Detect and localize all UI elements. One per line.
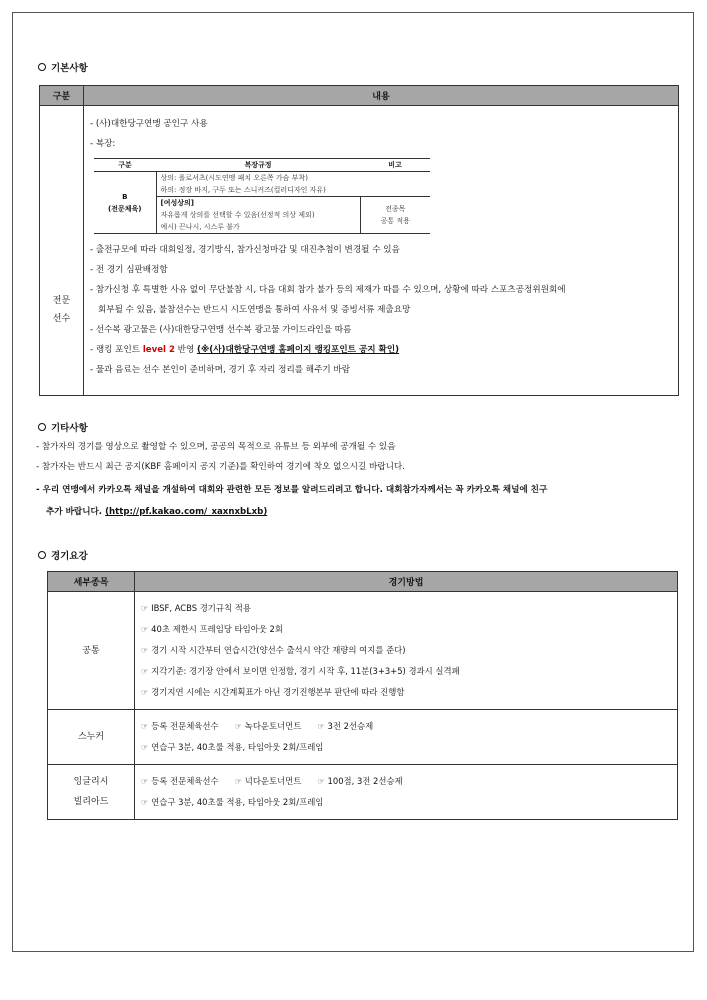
etc-line-4-text: 추가 바랍니다. <box>46 507 106 517</box>
common-item-text: 경기지연 시에는 시간계획표가 아닌 경기진행본부 판단에 따라 진행함 <box>151 687 405 697</box>
english-line-1 <box>141 771 671 792</box>
section-title-basic-text: 기본사항 <box>51 63 88 74</box>
hand-pointer-icon: ☞ <box>317 722 325 731</box>
game-header-method: 경기방법 <box>135 572 678 592</box>
hand-pointer-icon: ☞ <box>141 688 149 697</box>
english-name-line2: 빌리아드 <box>73 797 109 807</box>
dress-note-line2: 공통 적용 <box>380 217 410 225</box>
dress-code-table <box>94 158 430 234</box>
game-table <box>47 571 678 820</box>
event-english-billiards <box>48 765 135 820</box>
circle-bullet-icon <box>38 551 46 559</box>
basic-item-4: - 선수복 광고물은 (사)대한당구연맹 선수복 광고물 가이드라인을 따름 <box>90 325 352 335</box>
basic-last-item: - 물과 음료는 선수 본인이 준비하며, 경기 후 자리 정리를 해주기 바람 <box>90 365 351 375</box>
common-item-text: 경기 시작 시간부터 연습시간(양선수 출석시 약간 재량의 여지를 준다) <box>151 645 406 655</box>
dress-rule-4: 자유롭게 상의를 선택할 수 있음(선정적 의상 제외) <box>160 211 315 219</box>
basic-table <box>39 85 679 396</box>
hand-pointer-icon: ☞ <box>234 777 242 786</box>
basic-line-1: - 복장: <box>90 139 116 149</box>
basic-content-cell <box>84 106 679 396</box>
ranking-level: level 2 <box>142 345 175 355</box>
common-item-text: IBSF, ACBS 경기규칙 적용 <box>151 603 251 613</box>
dress-rule-1: 상의: 폴로셔츠(시도연맹 패치 오른쪽 가슴 부착) <box>160 174 308 182</box>
common-item <box>141 640 671 661</box>
section-title-etc <box>38 420 88 434</box>
dress-note-empty-2 <box>360 184 430 197</box>
hand-pointer-icon: ☞ <box>234 722 242 731</box>
snooker-format: 녹다운토너먼트 <box>244 721 302 731</box>
section-title-etc-text: 기타사항 <box>51 423 88 434</box>
snooker-line-2 <box>141 737 671 758</box>
snooker-practice: 연습구 3분, 40초룰 적용, 타임아웃 2회/프레임 <box>151 742 324 752</box>
dress-rule-3: [여성상의] <box>156 197 360 210</box>
dress-header-rule: 복장규정 <box>156 159 360 172</box>
dress-note-empty-1 <box>360 172 430 185</box>
dress-rule-2: 하의: 정장 바지, 구두 또는 스니커즈(컬러디자인 자유) <box>160 186 326 194</box>
dress-group-line2: (전문체육) <box>108 204 142 213</box>
dress-note-line1: 전종목 <box>385 205 406 213</box>
snooker-line-1 <box>141 716 671 737</box>
common-item-text: 지각기준: 경기장 안에서 보이면 인정함, 경기 시작 후, 11분(3+3+5) 경과시 실격패 <box>151 666 460 676</box>
hand-pointer-icon: ☞ <box>317 777 325 786</box>
basic-item-1: - 전 경기 심판배정함 <box>90 265 168 275</box>
etc-line-2: - 참가자는 반드시 최근 공지(KBF 홈페이지 공지 기준)를 확인하여 경기에 착오 없으시길 바랍니다. <box>36 462 405 472</box>
english-name-line1: 잉글리시 <box>73 777 109 787</box>
event-common: 공통 <box>48 592 135 710</box>
dress-header-category: 구분 <box>94 159 156 172</box>
english-methods <box>135 765 678 820</box>
ranking-line <box>90 340 672 360</box>
game-header-event: 세부종목 <box>48 572 135 592</box>
common-methods <box>135 592 678 710</box>
english-line-2 <box>141 792 671 813</box>
hand-pointer-icon: ☞ <box>141 646 149 655</box>
basic-header-content: 내용 <box>84 86 679 106</box>
hand-pointer-icon: ☞ <box>141 625 149 634</box>
etc-line-3: - 우리 연맹에서 카카오톡 채널을 개설하여 대회와 관련한 모든 정보를 알려드리려고 합니다. 대회참가자께서는 꼭 카카오톡 채널에 친구 <box>36 485 548 495</box>
circle-bullet-icon <box>38 423 46 431</box>
common-item <box>141 619 671 640</box>
dress-rule-5: 예시) 끈나시, 시스루 불가 <box>156 221 360 234</box>
hand-pointer-icon: ☞ <box>141 777 149 786</box>
dress-note-cell <box>360 197 430 234</box>
basic-category-cell <box>40 106 84 396</box>
snooker-eligibility: 등록 전문체육선수 <box>151 721 219 731</box>
category-line2: 선수 <box>52 313 71 324</box>
basic-item-2: - 참가신청 후 특별한 사유 없이 무단불참 시, 다음 대회 참가 불가 등의 제재가 따를 수 있으며, 상황에 따라 스포츠공정위원회에 <box>90 285 566 295</box>
hand-pointer-icon: ☞ <box>141 722 149 731</box>
snooker-methods <box>135 710 678 765</box>
circle-bullet-icon <box>38 63 46 71</box>
basic-item-3: 회부될 수 있음, 불참선수는 반드시 시도연맹을 통하여 사유서 및 증빙서류 제출요망 <box>98 305 411 315</box>
hand-pointer-icon: ☞ <box>141 798 149 807</box>
etc-line-4 <box>46 505 267 517</box>
common-item <box>141 661 671 682</box>
english-practice: 연습구 3분, 40초룰 적용, 타임아웃 2회/프레임 <box>151 797 324 807</box>
snooker-match: 3전 2선승제 <box>327 721 374 731</box>
kakao-channel-link[interactable]: (http://pf.kakao.com/_xaxnxbLxb) <box>105 507 268 517</box>
ranking-mid: 반영 <box>174 345 198 355</box>
etc-line-1: - 참가자의 경기를 영상으로 촬영할 수 있으며, 공공의 목적으로 유튜브 등 외부에 공개될 수 있음 <box>36 442 396 452</box>
section-title-basic <box>38 60 88 74</box>
hand-pointer-icon: ☞ <box>141 604 149 613</box>
ranking-link[interactable]: (※(사)대한당구연맹 홈페이지 랭킹포인트 공지 확인) <box>197 345 400 355</box>
basic-header-category: 구분 <box>40 86 84 106</box>
common-item-text: 40초 제한시 프레임당 타임아웃 2회 <box>151 624 283 634</box>
basic-line-0: - (사)대한당구연맹 공인구 사용 <box>90 119 208 129</box>
dress-group-cell <box>94 172 156 234</box>
ranking-prefix: - 랭킹 포인트 <box>90 345 143 355</box>
english-match: 100점, 3전 2선승제 <box>327 776 403 786</box>
category-line1: 전문 <box>52 295 71 306</box>
common-item <box>141 598 671 619</box>
basic-item-0: - 출전규모에 따라 대회일정, 경기방식, 참가신청마감 및 대진추첨이 변경될 수 있음 <box>90 245 400 255</box>
hand-pointer-icon: ☞ <box>141 743 149 752</box>
common-item <box>141 682 671 703</box>
dress-header-note: 비고 <box>360 159 430 172</box>
dress-group-line1: B <box>122 192 128 201</box>
event-snooker: 스누커 <box>48 710 135 765</box>
english-format: 넉다운토너먼트 <box>244 776 302 786</box>
english-eligibility: 등록 전문체육선수 <box>151 776 219 786</box>
section-title-game-text: 경기요강 <box>51 551 88 562</box>
section-title-game <box>38 548 88 562</box>
hand-pointer-icon: ☞ <box>141 667 149 676</box>
